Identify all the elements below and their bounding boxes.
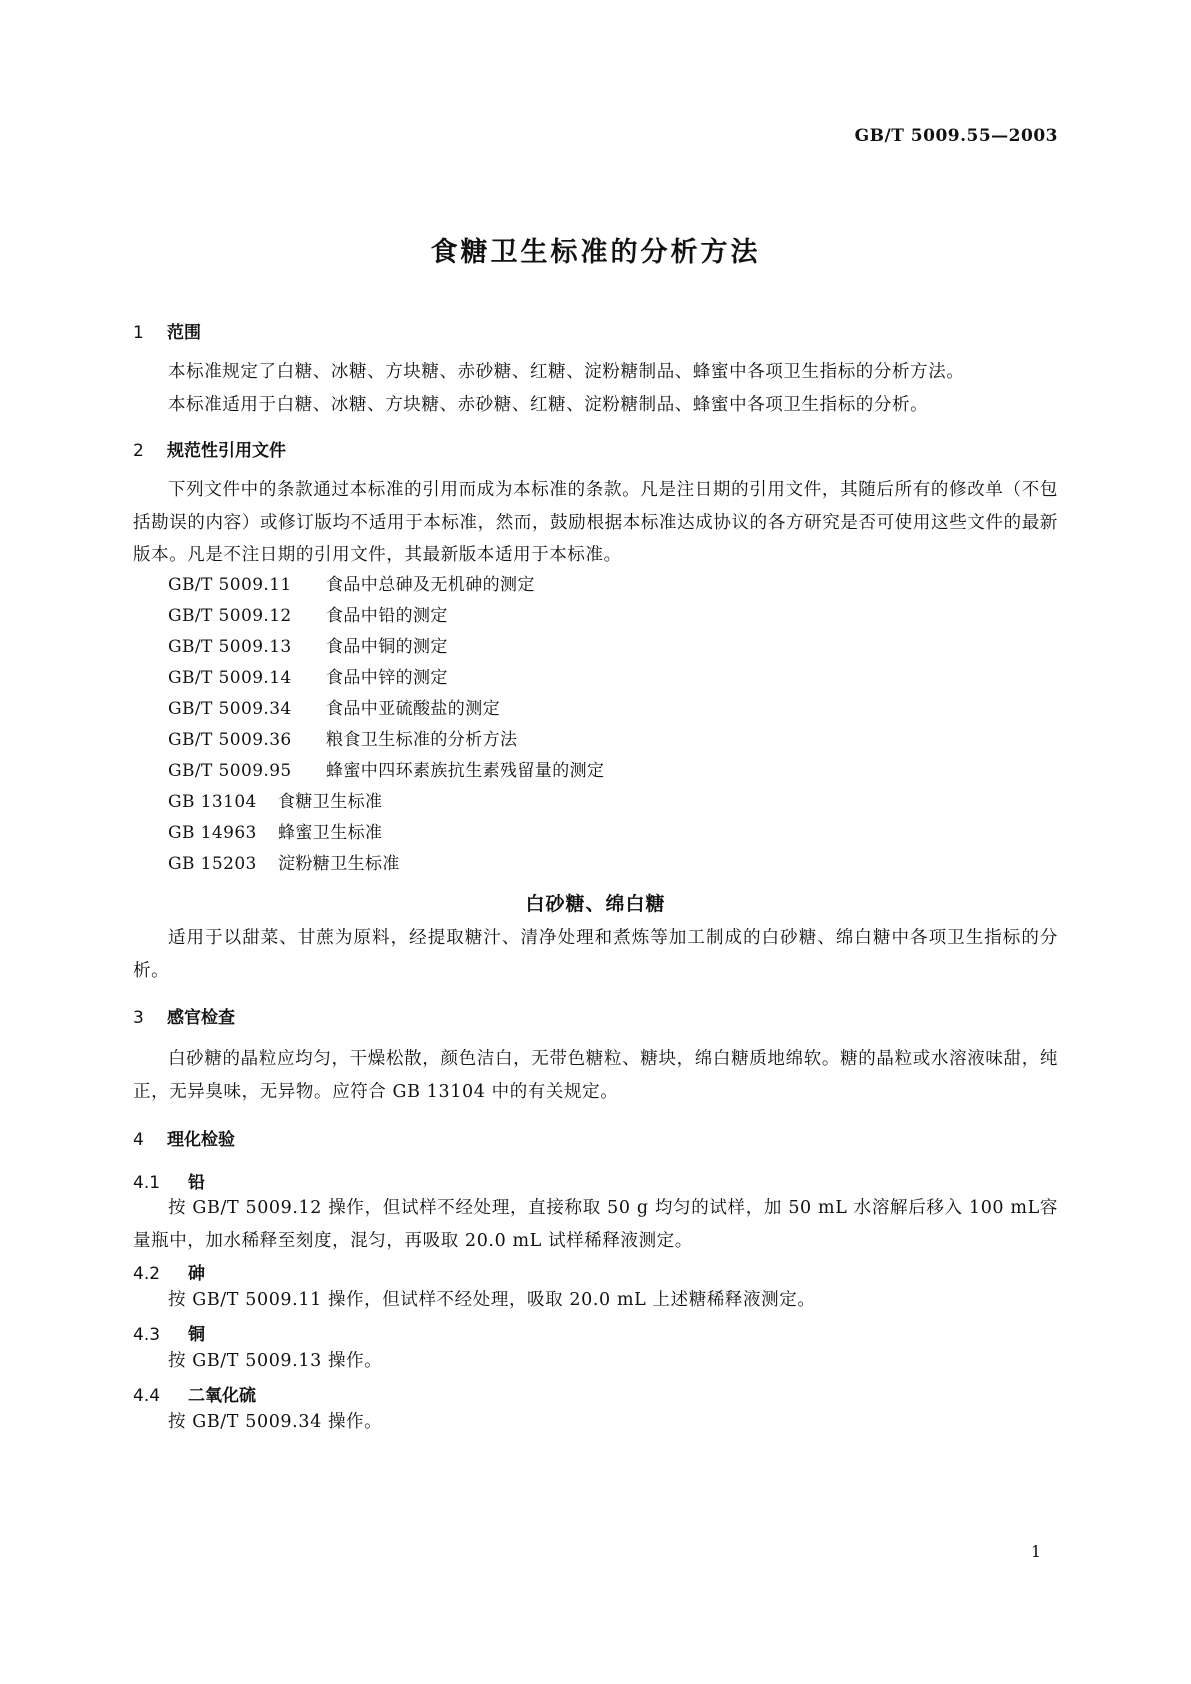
subsection-heading (133, 1168, 205, 1193)
paragraph: 按 GB/T 5009.13 操作。 (168, 1351, 383, 1371)
reference-item (168, 632, 448, 657)
subsection-number: 4.2 (133, 1264, 161, 1284)
reference-name: 食品中铜的测定 (326, 637, 448, 657)
reference-name: 蜂蜜中四环素族抗生素残留量的测定 (326, 761, 605, 781)
reference-code: GB/T 5009.36 (168, 730, 292, 750)
section-number: 3 (133, 1008, 144, 1028)
subsection-title: 铜 (188, 1325, 205, 1345)
reference-name: 食品中亚硫酸盐的测定 (326, 699, 500, 719)
subsection-number: 4.1 (133, 1173, 161, 1193)
reference-item (168, 570, 535, 595)
reference-code: GB 15203 (168, 854, 257, 874)
reference-item (168, 694, 500, 719)
subsection-title: 砷 (188, 1264, 205, 1284)
section-number: 2 (133, 441, 144, 461)
reference-name: 食品中锌的测定 (326, 668, 448, 688)
reference-name: 蜂蜜卫生标准 (278, 823, 383, 843)
page-number: 1 (1030, 1542, 1041, 1561)
reference-name: 食品中总砷及无机砷的测定 (326, 575, 535, 595)
section-title: 感官检查 (167, 1008, 235, 1028)
section-2-heading (133, 436, 286, 461)
reference-item (168, 725, 517, 750)
subsection-heading (133, 1381, 256, 1406)
reference-code: GB 14963 (168, 823, 257, 843)
reference-item (168, 849, 400, 874)
reference-item (168, 756, 604, 781)
reference-code: GB 13104 (168, 792, 257, 812)
subsection-heading (133, 1259, 205, 1284)
paragraph: 本标准规定了白糖、冰糖、方块糖、赤砂糖、红糖、淀粉糖制品、蜂蜜中各项卫生指标的分析方法。 (168, 362, 965, 382)
reference-item (168, 787, 382, 812)
paragraph: 按 GB/T 5009.11 操作，但试样不经处理，吸取 20.0 mL 上述糖稀释液测定。 (168, 1290, 816, 1310)
section-number: 4 (133, 1130, 144, 1150)
reference-item (168, 818, 382, 843)
paragraph: 本标准适用于白糖、冰糖、方块糖、赤砂糖、红糖、淀粉糖制品、蜂蜜中各项卫生指标的分析。 (168, 395, 929, 415)
paragraph: 按 GB/T 5009.34 操作。 (168, 1412, 383, 1432)
paragraph: 白砂糖的晶粒应均匀，干燥松散，颜色洁白，无带色糖粒、糖块，绵白糖质地绵软。糖的晶粒或水溶液味甜，纯正，无异臭味，无异物。应符合 GB 13104 中的有关规定。 (133, 1049, 1058, 1102)
paragraph: 按 GB/T 5009.12 操作，但试样不经处理，直接称取 50 g 均匀的试样，加 50 mL 水溶解后移入 100 mL容量瓶中，加水稀释至刻度，混匀，再吸取 20.0 mL 试样稀释液测定。 (133, 1198, 1058, 1251)
part-heading: 白砂糖、绵白糖 (525, 893, 666, 915)
reference-item (168, 601, 448, 626)
section-title: 范围 (167, 323, 201, 343)
reference-code: GB/T 5009.95 (168, 761, 292, 781)
paragraph: 下列文件中的条款通过本标准的引用而成为本标准的条款。凡是注日期的引用文件，其随后所有的修改单（不包括勘误的内容）或修订版均不适用于本标准，然而，鼓励根据本标准达成协议的各方研究是否可使用这些文件的最新版本。凡是不注日期的引用文件，其最新版本适用于本标准。 (133, 480, 1058, 565)
reference-code: GB/T 5009.34 (168, 699, 292, 719)
document-code: GB/T 5009.55—2003 (854, 126, 1058, 146)
reference-name: 食糖卫生标准 (278, 792, 383, 812)
section-4-heading (133, 1125, 235, 1150)
subsection-number: 4.4 (133, 1386, 161, 1406)
section-number: 1 (133, 323, 144, 343)
section-3-heading (133, 1003, 235, 1028)
section-1-heading (133, 318, 201, 343)
reference-name: 食品中铅的测定 (326, 606, 448, 626)
reference-code: GB/T 5009.11 (168, 575, 292, 595)
subsection-heading (133, 1320, 205, 1345)
subsection-number: 4.3 (133, 1325, 161, 1345)
section-title: 规范性引用文件 (167, 441, 286, 461)
reference-name: 淀粉糖卫生标准 (278, 854, 400, 874)
section-title: 理化检验 (167, 1130, 235, 1150)
reference-code: GB/T 5009.13 (168, 637, 292, 657)
reference-name: 粮食卫生标准的分析方法 (326, 730, 518, 750)
subsection-title: 二氧化硫 (188, 1386, 256, 1406)
subsection-title: 铅 (188, 1173, 205, 1193)
paragraph: 适用于以甜菜、甘蔗为原料，经提取糖汁、清净处理和煮炼等加工制成的白砂糖、绵白糖中各项卫生指标的分析。 (133, 928, 1058, 981)
page-title: 食糖卫生标准的分析方法 (430, 237, 761, 268)
reference-code: GB/T 5009.14 (168, 668, 292, 688)
reference-code: GB/T 5009.12 (168, 606, 292, 626)
reference-item (168, 663, 448, 688)
